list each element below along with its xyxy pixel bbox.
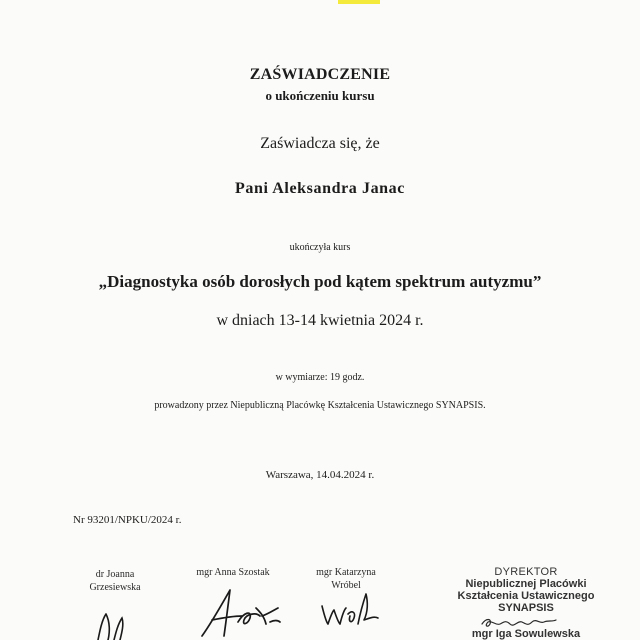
stamp-director-name: mgr Iga Sowulewska	[471, 628, 581, 640]
registration-number: Nr 93201/NPKU/2024 r.	[73, 514, 182, 526]
signatory-3	[296, 566, 396, 592]
signatory-3-line1: mgr Katarzyna	[316, 567, 376, 578]
course-hours: w wymiarze: 19 godz.	[275, 372, 365, 383]
signature-1-handwriting	[92, 606, 142, 640]
signatory-1-line1: dr Joanna	[95, 569, 135, 580]
signatory-3-line2: Wróbel	[331, 580, 361, 591]
certificate-title: ZAŚWIADCZENIE	[249, 66, 391, 83]
course-name: „Diagnostyka osób dorosłych pod kątem spektrum autyzmu”	[98, 272, 542, 291]
signatory-2	[178, 566, 288, 579]
course-dates: w dniach 13-14 kwietnia 2024 r.	[216, 312, 424, 329]
signature-3-handwriting	[318, 590, 382, 630]
signature-2-handwriting	[198, 586, 284, 640]
recipient-name: Pani Aleksandra Janac	[235, 180, 405, 197]
stamp-head: DYREKTOR	[494, 566, 558, 578]
stamp-line3: SYNAPSIS	[498, 602, 554, 614]
stamp-line2: Kształcenia Ustawicznego	[457, 590, 595, 602]
top-tab-marker	[338, 0, 380, 4]
stamp-line1: Niepublicznej Placówki	[465, 578, 587, 590]
signatory-2-line1: mgr Anna Szostak	[196, 567, 270, 578]
completed-text: ukończyła kurs	[289, 242, 351, 253]
certifies-text: Zaświadcza się, że	[260, 135, 380, 152]
signatory-1-line2: Grzesiewska	[89, 582, 141, 593]
course-provider: prowadzony przez Niepubliczną Placówkę Kształcenia Ustawicznego SYNAPSIS.	[154, 400, 486, 411]
signature-4-handwriting	[478, 614, 558, 630]
place-and-date: Warszawa, 14.04.2024 r.	[265, 469, 375, 481]
certificate-subtitle: o ukończeniu kursu	[265, 88, 375, 103]
signatory-1	[70, 568, 160, 594]
